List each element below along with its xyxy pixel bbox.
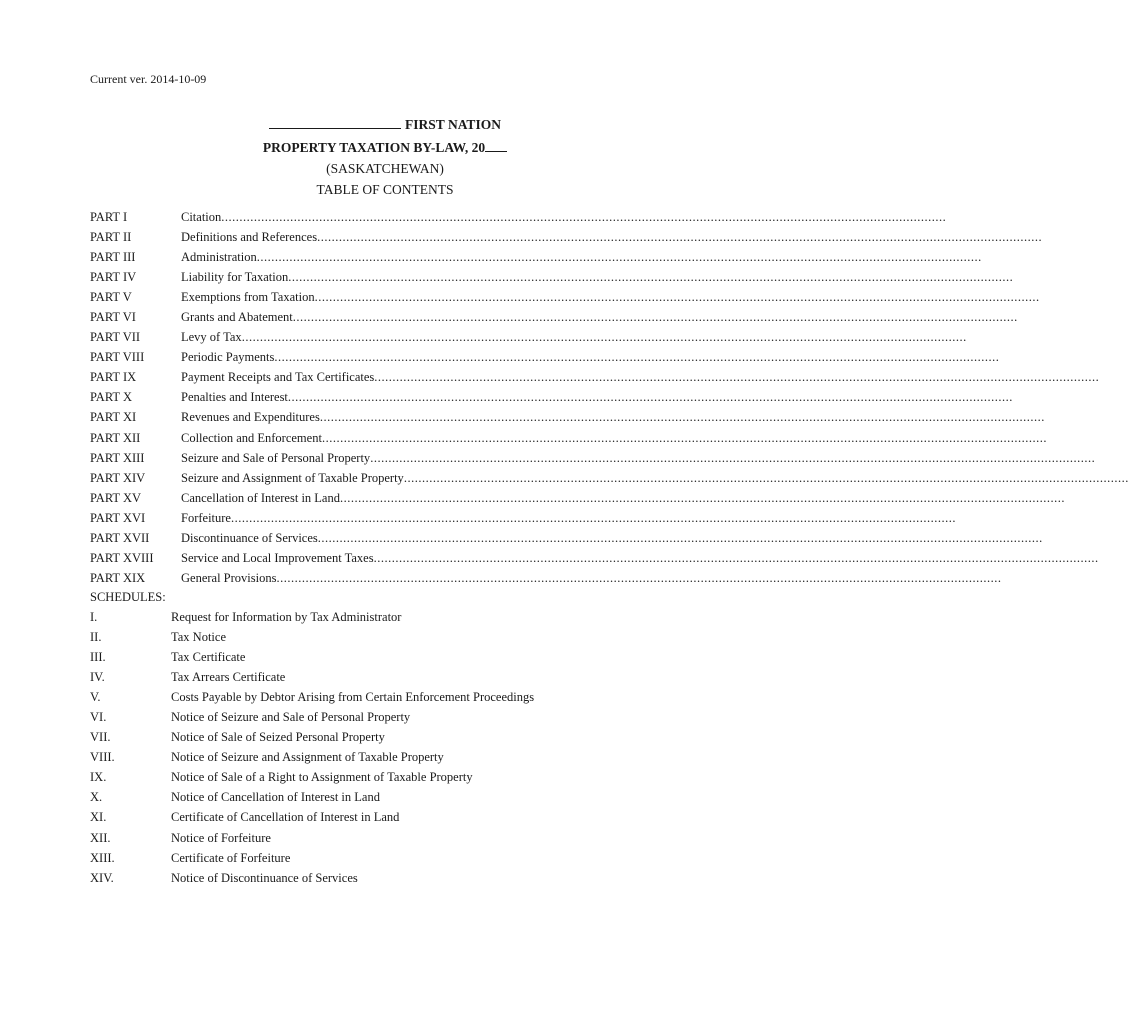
toc-dot-leader: ........................................................................................................................................................................................................ <box>370 450 1096 465</box>
toc-dot-leader: ........................................................................................................................................................................................................ <box>317 230 1043 245</box>
schedule-number: XIV. <box>90 870 114 885</box>
schedule-title: Notice of Seizure and Assignment of Taxable Property <box>171 750 444 765</box>
schedule-number: I. <box>90 610 98 624</box>
schedule-title: Notice of Seizure and Sale of Personal Property <box>171 710 411 725</box>
schedule-number: IV. <box>90 670 105 685</box>
toc-part-number: PART XIV <box>90 470 146 485</box>
toc-dot-leader: ........................................................................................................................................................................................................ <box>274 350 1000 365</box>
toc-dot-leader: ........................................................................................................................................................................................................ <box>319 410 1045 425</box>
schedule-row <box>90 667 650 687</box>
schedule-row <box>90 727 650 747</box>
toc-entry <box>181 548 1099 568</box>
toc-entry <box>181 428 1047 448</box>
toc-part-number: PART III <box>90 250 136 265</box>
toc-part-title: Administration <box>181 250 257 265</box>
schedule-title: Notice of Forfeiture <box>171 830 271 845</box>
toc-entry <box>181 468 1129 488</box>
schedule-number: IX. <box>90 770 107 785</box>
toc-dot-leader: ........................................................................................................................................................................................................ <box>287 390 1013 405</box>
toc-part-number: PART I <box>90 210 128 224</box>
table-of-contents <box>90 207 1129 588</box>
toc-dot-leader: ........................................................................................................................................................................................................ <box>230 510 956 525</box>
schedule-number: VIII. <box>90 750 115 765</box>
schedule-row <box>90 647 650 667</box>
schedule-title: Costs Payable by Debtor Arising from Certain Enforcement Proceedings <box>171 690 535 705</box>
schedules-heading: SCHEDULES: <box>90 590 166 604</box>
toc-dot-leader: ........................................................................................................................................................................................................ <box>241 330 967 345</box>
toc-dot-leader: ........................................................................................................................................................................................................ <box>292 310 1018 325</box>
toc-row <box>90 488 1065 508</box>
toc-row <box>90 428 1047 448</box>
toc-dot-leader: ........................................................................................................................................................................................................ <box>314 290 1040 305</box>
schedule-row <box>90 627 650 647</box>
toc-part-number: PART XI <box>90 410 137 425</box>
schedule-number: VI. <box>90 710 107 725</box>
toc-row <box>90 307 1018 327</box>
version-label: Current ver. 2014-10-09 <box>90 72 207 86</box>
toc-row <box>90 347 1000 367</box>
toc-entry <box>181 327 967 347</box>
toc-dot-leader: ........................................................................................................................................................................................................ <box>374 370 1100 385</box>
toc-part-title: Exemptions from Taxation <box>181 290 315 305</box>
schedule-title: Request for Information by Tax Administrator <box>171 610 402 624</box>
year-blank-line <box>485 139 507 152</box>
schedule-row <box>90 828 650 848</box>
toc-part-title: General Provisions <box>181 570 277 585</box>
schedule-title: Notice of Discontinuance of Services <box>171 870 358 885</box>
toc-part-title: Revenues and Expenditures <box>181 410 320 425</box>
toc-part-title: Grants and Abatement <box>181 310 293 325</box>
schedule-row <box>90 807 650 827</box>
toc-part-number: PART XIX <box>90 570 146 585</box>
toc-dot-leader: ........................................................................................................................................................................................................ <box>373 550 1099 565</box>
toc-entry <box>181 307 1018 327</box>
toc-entry <box>181 508 956 528</box>
toc-part-title: Penalties and Interest <box>181 390 288 405</box>
toc-dot-leader: ........................................................................................................................................................................................................ <box>221 210 947 224</box>
title-first-nation <box>0 116 770 133</box>
toc-part-title: Seizure and Sale of Personal Property <box>181 450 371 465</box>
schedule-number: X. <box>90 790 103 805</box>
toc-part-title: Levy of Tax <box>181 330 242 345</box>
toc-dot-leader: ........................................................................................................................................................................................................ <box>339 490 1065 505</box>
toc-part-title: Cancellation of Interest in Land <box>181 490 340 505</box>
toc-part-number: PART VI <box>90 310 136 325</box>
toc-entry <box>181 287 1040 307</box>
schedule-title: Notice of Sale of Seized Personal Property <box>171 730 385 745</box>
toc-entry <box>181 267 1013 287</box>
toc-part-number: PART VIII <box>90 350 145 365</box>
toc-part-title: Forfeiture <box>181 510 231 525</box>
schedule-number: XII. <box>90 830 111 845</box>
toc-dot-leader: ........................................................................................................................................................................................................ <box>288 270 1014 285</box>
toc-part-number: PART XIII <box>90 450 145 465</box>
schedule-row <box>90 747 650 767</box>
toc-row <box>90 448 1096 468</box>
toc-row <box>90 267 1014 287</box>
schedule-title: Tax Certificate <box>171 650 246 665</box>
schedule-number: V. <box>90 690 101 705</box>
toc-dot-leader: ........................................................................................................................................................................................................ <box>256 250 982 265</box>
toc-entry <box>181 207 946 227</box>
toc-row <box>90 568 1002 588</box>
schedule-number: XIII. <box>90 850 115 865</box>
toc-row <box>90 227 1043 247</box>
toc-part-title: Service and Local Improvement Taxes <box>181 550 374 565</box>
schedule-row <box>90 707 650 727</box>
toc-part-title: Discontinuance of Services <box>181 530 318 545</box>
toc-entry <box>181 367 1099 387</box>
schedule-row <box>90 687 650 707</box>
toc-dot-leader: ........................................................................................................................................................................................................ <box>321 430 1047 445</box>
toc-row <box>90 407 1045 427</box>
schedule-row <box>90 868 650 888</box>
schedule-title: Certificate of Cancellation of Interest in Land <box>171 810 400 825</box>
schedule-row <box>90 767 650 787</box>
toc-part-number: PART XVIII <box>90 550 154 565</box>
toc-row <box>90 528 1043 548</box>
title-bylaw <box>0 139 770 156</box>
toc-part-number: PART XVII <box>90 530 150 545</box>
schedules-list <box>90 607 650 888</box>
schedule-title: Notice of Sale of a Right to Assignment of Taxable Property <box>171 770 473 785</box>
toc-part-number: PART V <box>90 290 132 305</box>
toc-entry <box>181 347 999 367</box>
schedule-row <box>90 848 650 868</box>
schedule-title: Certificate of Forfeiture <box>171 850 291 865</box>
toc-row <box>90 327 967 347</box>
toc-heading: TABLE OF CONTENTS <box>316 182 454 197</box>
toc-entry <box>181 247 982 267</box>
schedule-number: XI. <box>90 810 107 825</box>
toc-dot-leader: ........................................................................................................................................................................................................ <box>403 470 1129 485</box>
toc-dot-leader: ........................................................................................................................................................................................................ <box>276 570 1002 585</box>
toc-part-number: PART IV <box>90 270 137 285</box>
toc-part-title: Citation <box>181 210 222 224</box>
schedule-number: III. <box>90 650 106 665</box>
schedule-title: Notice of Cancellation of Interest in Land <box>171 790 380 805</box>
toc-row <box>90 367 1100 387</box>
toc-part-number: PART XV <box>90 490 142 505</box>
schedule-row <box>90 787 650 807</box>
toc-part-title: Periodic Payments <box>181 350 275 365</box>
toc-row <box>90 468 1129 488</box>
toc-entry <box>181 488 1065 508</box>
toc-entry <box>181 227 1042 247</box>
schedule-title: Tax Arrears Certificate <box>171 670 286 685</box>
toc-part-number: PART X <box>90 390 132 405</box>
toc-row <box>90 387 1013 407</box>
toc-row <box>90 207 947 227</box>
toc-part-title: Seizure and Assignment of Taxable Property <box>181 470 404 485</box>
toc-entry <box>181 387 1013 407</box>
toc-part-number: PART IX <box>90 370 137 385</box>
toc-entry <box>181 448 1095 468</box>
toc-part-number: PART XII <box>90 430 141 445</box>
toc-entry <box>181 407 1045 427</box>
schedule-row <box>90 607 650 627</box>
toc-part-title: Payment Receipts and Tax Certificates <box>181 370 375 385</box>
toc-part-number: PART VII <box>90 330 141 345</box>
title-line-1: FIRST NATION <box>405 117 501 132</box>
toc-part-title: Collection and Enforcement <box>181 430 322 445</box>
toc-part-title: Definitions and References <box>181 230 318 245</box>
toc-row <box>90 508 956 528</box>
toc-entry <box>181 568 1001 588</box>
toc-part-number: PART XVI <box>90 510 146 525</box>
toc-row <box>90 247 982 267</box>
toc-row <box>90 548 1099 568</box>
toc-dot-leader: ........................................................................................................................................................................................................ <box>317 530 1043 545</box>
title-province: (SASKATCHEWAN) <box>326 161 444 176</box>
schedule-number: II. <box>90 630 102 645</box>
schedule-number: VII. <box>90 730 111 745</box>
toc-part-title: Liability for Taxation <box>181 270 289 285</box>
first-nation-blank-line <box>269 116 401 129</box>
toc-row <box>90 287 1040 307</box>
toc-part-number: PART II <box>90 230 132 245</box>
title-line-2: PROPERTY TAXATION BY-LAW, 20 <box>262 140 486 155</box>
toc-entry <box>181 528 1043 548</box>
schedule-title: Tax Notice <box>171 630 227 645</box>
